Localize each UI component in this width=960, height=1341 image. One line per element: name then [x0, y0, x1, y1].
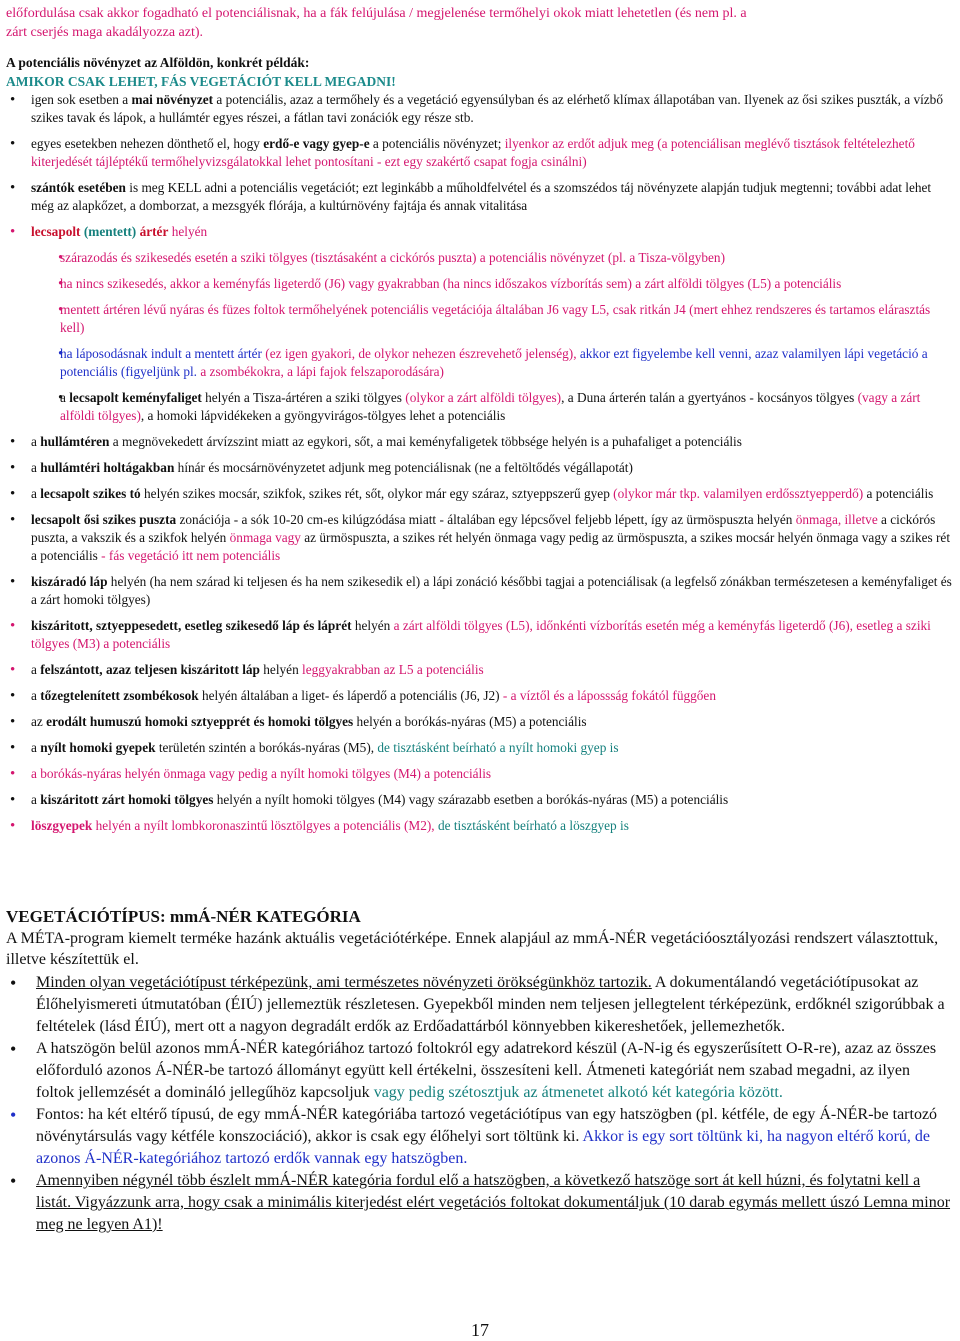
- continued-paragraph: [6, 4, 952, 42]
- page-number: 17: [471, 1320, 489, 1340]
- sub-list: [31, 249, 952, 425]
- sub-list-item: • ha nincs szikesedés, akkor a keményfás ligeterdő (J6) vagy gyakrabban (ha nincs időszakos vízborítás sem) a zárt alföldi tölgyes (L5) a potenciális: [6, 275, 952, 293]
- list-item: • a lecsapolt szikes tó helyén szikes mocsár, szikfok, szikes rét, sőt, olykor már egy száraz, sztyeppszerű gyep (olykor már tkp. valamilyen erdőssztyepperdő) a potenciális: [6, 485, 952, 503]
- sub-list-item: • a lecsapolt keményfaliget helyén a Tisza-ártéren a sziki tölgyes (olykor a zárt alföldi tölgyes), a Duna árterén talán a gyertyános - kocsányos tölgyes (vagy a zárt alföldi tölgyes), a homoki lápvidékeken a gyöngyvirágos-tölgyes lehet a potenciális: [6, 389, 952, 425]
- list-item: • igen sok esetben a mai növényzet a potenciális, azaz a termőhely és a vegetáció egyensúlyban és az elérhető klímax állapotában van. Ilyenek az ősi szikes puszták, a vízbő szikes tavak és lápok, a hullámtér egyes részei, a fátlan tavi zonációk egy része stb.: [6, 91, 952, 127]
- sub-list-item: • ha láposodásnak indult a mentett ártér (ez igen gyakori, de olykor nehezen észrevehető jelenség), akkor ezt figyelembe kell venni, azaz valamilyen lápi vegetáció a potenciális (figyeljünk pl. a zsombékokra, a lápi fajok felszaporodására): [6, 345, 952, 381]
- list-item: • a borókás-nyáras helyén önmaga vagy pedig a nyílt homoki tölgyes (M4) a potenciális: [6, 765, 952, 783]
- list-item: • Fontos: ha két eltérő típusú, de egy mmÁ-NÉR kategóriába tartozó vegetációtípus van egy hatszögben (pl. kétféle, de egy Á-NÉR-be tartozó növénytársulás vagy kétféle konszociáció), akkor is csak egy élőhelyi sort töltünk ki. Akkor is egy sort töltünk ki, ha nagyon eltérő korú, de azonos Á-NÉR-kategóriához tartozó erdők vannak egy hatszögben.: [6, 1104, 952, 1170]
- list-item: • a felszántott, azaz teljesen kiszáritott láp helyén leggyakrabban az L5 a potenciális: [6, 661, 952, 679]
- list-item: • a kiszáritott zárt homoki tölgyes helyén a nyílt homoki tölgyes (M4) vagy szárazabb esetben a borókás-nyáras (M5) a potenciális: [6, 791, 952, 809]
- examples-list: [6, 91, 952, 835]
- list-item: • lecsapolt (mentett) ártér helyén • szárazodás és szikesedés esetén a sziki tölgyes (tisztásaként a cickórós puszta) a potenciális növényzet (pl. a Tisza-völgyben) • ha nincs szikesedés, akkor a keményfás ligeterdő (J6) vagy gyakrabban (ha nincs időszakos vízborítás sem) a zárt alföldi tölgyes (L5) a potenciális • mentett ártéren lévű nyáras és füzes foltok termőhelyének potenciális vegetációja általában J6 vagy L5, csak ritkán J4 (mert ehhez rendszeres és tartamos elárasztás kell) • ha láposodásnak indult a mentett ártér (ez igen gyakori, de olykor nehezen észrevehető jelenség), akkor ezt figyelembe kell venni, azaz valamilyen lápi vegetáció a potenciális (figyeljünk pl. a zsombékokra, a lápi fajok felszaporodására) • a lecsapolt keményfaliget helyén a Tisza-ártéren a sziki tölgyes (olykor a zárt alföldi tölgyes), a Duna árterén talán a gyertyános - kocsányos tölgyes (vagy a zárt alföldi tölgyes), a homoki lápvidékeken a gyöngyvirágos-tölgyes lehet a potenciális: [6, 223, 952, 425]
- list-item: • A hatszögön belül azonos mmÁ-NÉR kategóriához tartozó foltokról egy adatrekord készül (A-N-ig és egyszerűsített O-R-re), azaz az összes előforduló azonos Á-NÉR-be tartozó állományt együtt kell értékelni, összesíteni kell. Átmeneti kategóriát nem szabad megadni, az ilyen foltok jellemzését a domináló jellegűhöz kapcsoljuk vagy pedig szétosztjuk az átmenetet alkotó két kategória között.: [6, 1038, 952, 1104]
- list-item: • lecsapolt ősi szikes puszta zonációja - a sók 10-20 cm-es kilúgzódása miatt - általában egy lépcsővel feljebb lépett, így az ürmöspuszta helyén önmaga, illetve a cickórós puszta, a vakszik és a szikfok helyén önmaga vagy az ürmöspuszta, a szikes rét helyén önmaga vagy pedig az ürmöspuszta, a szikes mocsár helyén önmaga vagy a szikes rét a potenciális - fás vegetáció itt nem potenciális: [6, 511, 952, 565]
- list-item: • a nyílt homoki gyepek területén szintén a borókás-nyáras (M5), de tisztásként beírható a nyílt homoki gyep is: [6, 739, 952, 757]
- list-item: • szántók esetében is meg KELL adni a potenciális vegetációt; ezt leginkább a műholdfelvétel és a szomszédos táj növényzete alapján tudjuk megtenni; további adat lehet még az alapkőzet, a domborzat, a mezsgyék flórája, a kultúrnövény fajtája és annak vitalitása: [6, 179, 952, 215]
- list-item: • egyes esetekben nehezen dönthető el, hogy erdő-e vagy gyep-e a potenciális növényzet; ilyenkor az erdőt adjuk meg (a potenciálisan meglévő tisztások feltételezhető kiterjedését tájléptékű termőhelyvizsgálatokkal lehet pontosítani - ezt egy szakértő csapat fogja csinálni): [6, 135, 952, 171]
- examples-heading: A potenciális növényzet az Alföldön, konkrét példák:: [6, 55, 310, 70]
- emphasis-heading: AMIKOR CSAK LEHET, FÁS VEGETÁCIÓT KELL MEGADNI!: [6, 74, 396, 89]
- sub-list-item: • szárazodás és szikesedés esetén a sziki tölgyes (tisztásaként a cickórós puszta) a potenciális növényzet (pl. a Tisza-völgyben): [6, 249, 952, 267]
- list-item: • löszgyepek helyén a nyílt lombkoronaszintű lösztölgyes a potenciális (M2), de tisztásként beírható a löszgyep is: [6, 817, 952, 835]
- vegetation-type-section: [6, 906, 952, 1236]
- upper-content: [6, 4, 952, 843]
- list-item: • a hullámtéren a megnövekedett árvízszint miatt az egykori, sőt, a mai keményfaligetek többsége helyén is a puhafaliget a potenciális: [6, 433, 952, 451]
- list-item: • a hullámtéri holtágakban hínár és mocsárnövényzetet adjunk meg potenciálisnak (ne a feltöltődés végállapotát): [6, 459, 952, 477]
- section-title: VEGETÁCIÓTÍPUS: mmÁ-NÉR KATEGÓRIA: [6, 907, 361, 926]
- list-item: • Minden olyan vegetációtípust térképezünk, ami természetes növényzeti örökségünkhöz tartozik. A dokumentálandó vegetációtípusokat az Élőhelyismereti útmutatóban (ÉIÚ) jellemeztük részletesen. Gyepekből minden nem teljesen jellegtelent térképezünk, erdőknél szigorúbbak a feltételek (lásd ÉIÚ), mert ott a nagyon degradált erdők az Erdőadattárból könnyebben kikereshetőek, jellemezhetők.: [6, 972, 952, 1038]
- section-list: [6, 972, 952, 1236]
- list-item: • az erodált humuszú homoki sztyepprét és homoki tölgyes helyén a borókás-nyáras (M5) a potenciális: [6, 713, 952, 731]
- list-item: • a tőzegtelenített zsombékosok helyén általában a liget- és láperdő a potenciális (J6, J2) - a víztől és a lápossság fokától függően: [6, 687, 952, 705]
- continued-line-2: zárt cserjés maga akadályozza azt).: [6, 25, 204, 40]
- list-item: • kiszáritott, sztyeppesedett, esetleg szikesedő láp és láprét helyén a zárt alföldi tölgyes (L5), időnkénti vízborítás esetén még a keményfás ligeterdő (J6), esetleg a sziki tölgyes (M3) a potenciális: [6, 617, 952, 653]
- sub-list-item: • mentett ártéren lévű nyáras és füzes foltok termőhelyének potenciális vegetációja általában J6 vagy L5, csak ritkán J4 (mert ehhez rendszeres és tartamos elárasztás kell): [6, 301, 952, 337]
- list-item: • Amennyiben négynél több észlelt mmÁ-NÉR kategória fordul elő a hatszögben, a következő hatszöge sort át kell húzni, és folytatni kell a listát. Vigyázzunk arra, hogy csak a minimális kiterjedést elért vegetációs foltokat dokumentáljuk (10 darab egymás mellett úszó Lemna minor meg ne legyen A1)!: [6, 1170, 952, 1236]
- list-item: • kiszáradó láp helyén (ha nem szárad ki teljesen és ha nem szikesedik el) a lápi zonáció későbbi tagjai a potenciálisak (a legfelső zónákban természetesen a keményfaliget és a zárt homoki tölgyes): [6, 573, 952, 609]
- section-intro: A MÉTA-program kiemelt terméke hazánk aktuális vegetációtérképe. Ennek alapjául az mmÁ-NÉR vegetációosztályozási rendszert választottuk, illetve készítettük el.: [6, 930, 939, 968]
- continued-line-1: előfordulása csak akkor fogadható el potenciálisnak, ha a fák felújulása / megjelenése termőhelyi okok miatt lehetetlen (és nem pl. a: [6, 6, 747, 21]
